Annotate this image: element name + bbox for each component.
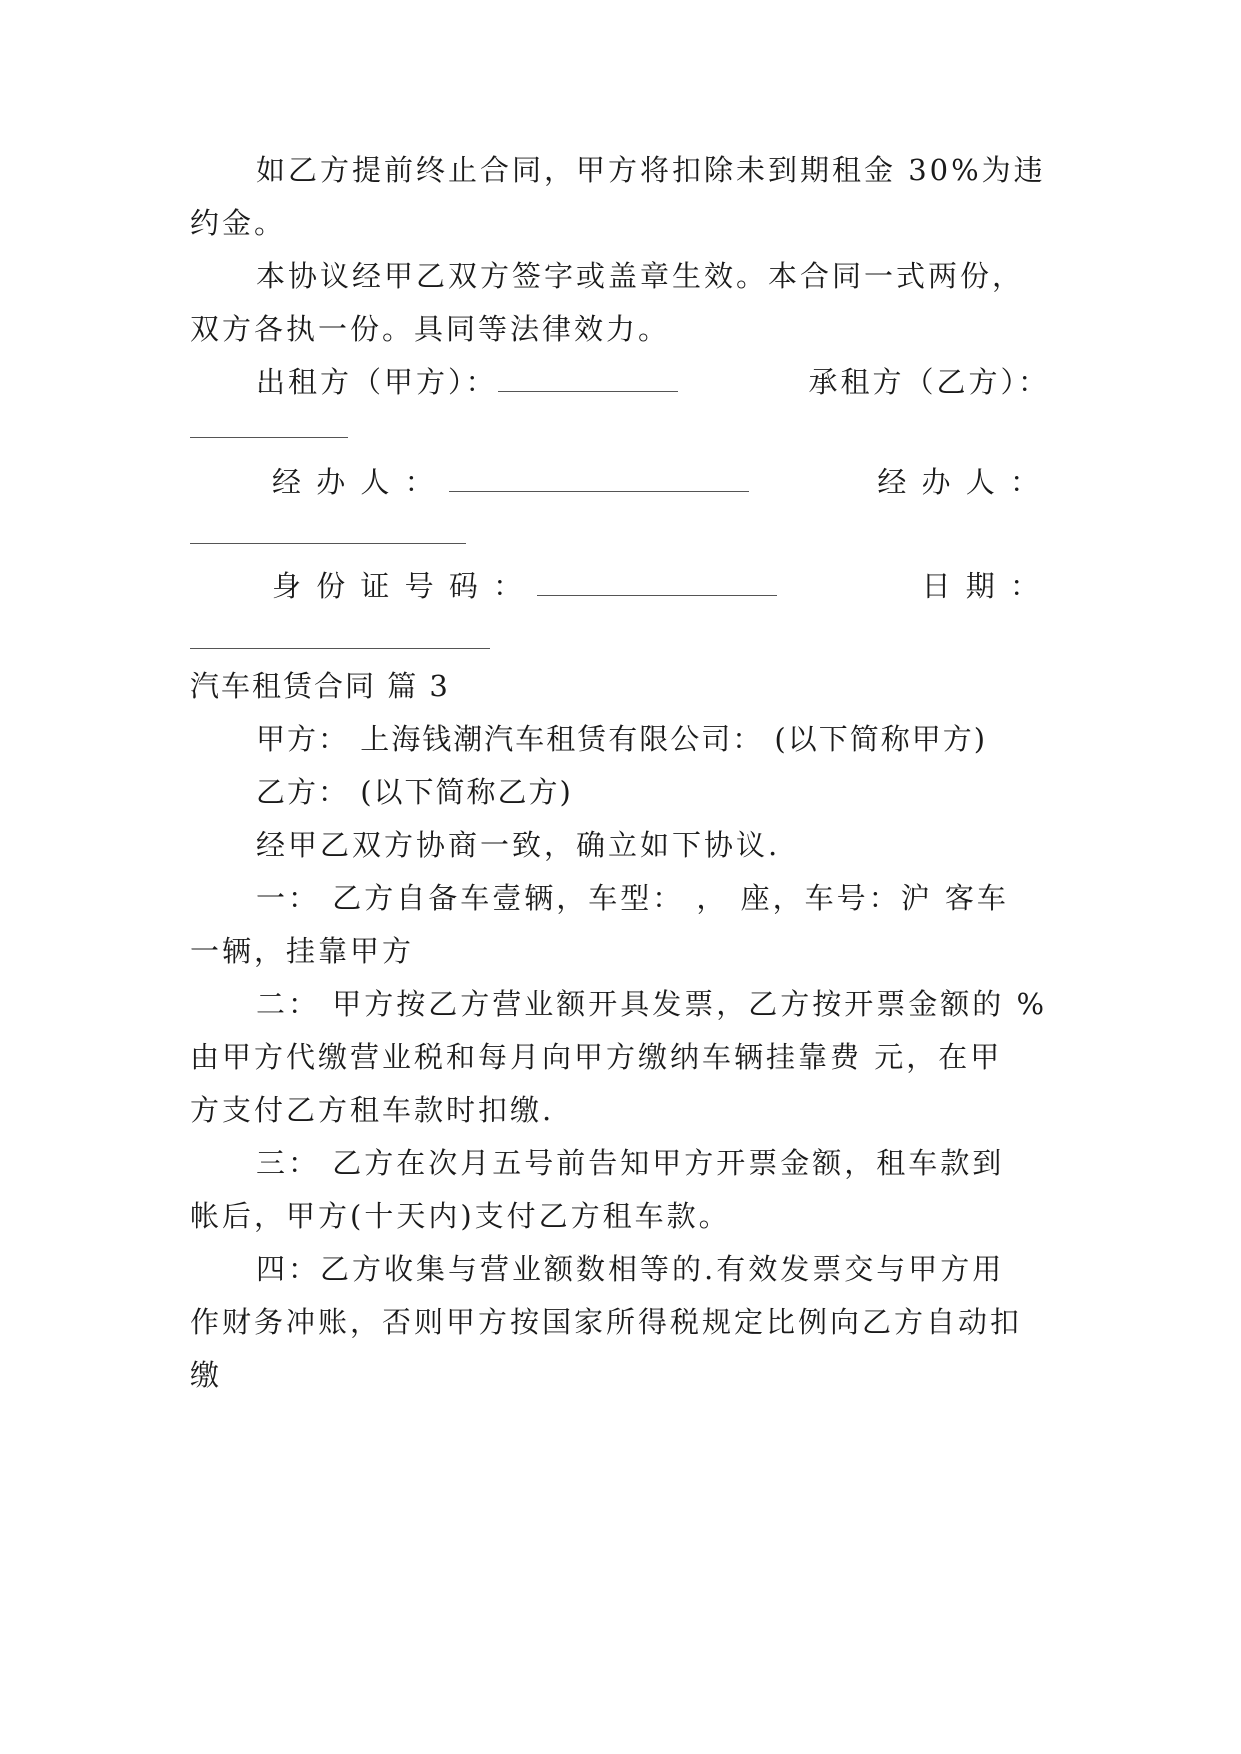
clause-1-line2: 一辆，挂靠甲方 [190,934,415,968]
party-b-line: 乙方： (以下简称乙方) [256,775,573,809]
clause-2-line2: 由甲方代缴营业税和每月向甲方缴纳车辆挂靠费 元，在甲 [190,1040,1003,1074]
clause-4-line3: 缴 [190,1358,223,1392]
paragraph-effect-line2: 双方各执一份。具同等法律效力。 [190,312,671,346]
clause-3-line2: 帐后，甲方(十天内)支付乙方租车款。 [190,1199,731,1233]
lessee-signature-blank [190,436,348,438]
clause-1-line1: 一： 乙方自备车壹辆，车型： ， 座，车号：沪 客车 [256,881,1009,915]
id-number-label: 身 份 证 号 码 ： [272,569,526,603]
paragraph-termination-line2: 约金。 [190,206,287,240]
clause-4-line1: 四：乙方收集与营业额数相等的.有效发票交与甲方用 [256,1252,1005,1286]
signature-row-id-date [272,566,1042,606]
signature-row-agents-inner [272,462,1042,502]
lessor-signature-blank [498,365,678,392]
agent-right-label: 经 办 人 ： [877,465,1042,499]
agent-left-field [272,462,749,502]
signature-row-id-date-inner [272,566,1042,606]
lessee-label: 承租方（乙方）： [808,365,1050,399]
signature-row-parties-inner [256,362,1050,402]
lessor-signature-field [256,362,678,402]
signature-row-parties [256,362,1050,402]
section-title: 汽车租赁合同 篇 3 [190,669,450,703]
agent-left-blank [449,465,749,492]
signature-row-agents [272,462,1042,502]
date-label: 日 期 ： [921,569,1042,603]
clause-2-line1: 二： 甲方按乙方营业额开具发票，乙方按开票金额的 % [256,987,1047,1021]
party-a-line: 甲方： 上海钱潮汽车租赁有限公司： (以下简称甲方) [256,722,988,756]
date-blank [190,647,490,649]
clause-4-line2: 作财务冲账，否则甲方按国家所得税规定比例向乙方自动扣 [190,1305,1023,1339]
clause-3-line1: 三： 乙方在次月五号前告知甲方开票金额，租车款到 [256,1146,1005,1180]
id-number-field [272,566,777,606]
id-number-blank [537,569,777,596]
lessor-label: 出租方（甲方）： [256,365,498,399]
agent-right-blank [190,542,466,544]
agreement-intro: 经甲乙双方协商一致，确立如下协议. [256,828,781,862]
paragraph-termination-line1: 如乙方提前终止合同，甲方将扣除未到期租金 30%为违 [256,153,1046,187]
clause-2-line3: 方支付乙方租车款时扣缴. [190,1093,555,1127]
agent-left-label: 经 办 人 ： [272,465,437,499]
paragraph-effect-line1: 本协议经甲乙双方签字或盖章生效。本合同一式两份， [256,259,1025,293]
